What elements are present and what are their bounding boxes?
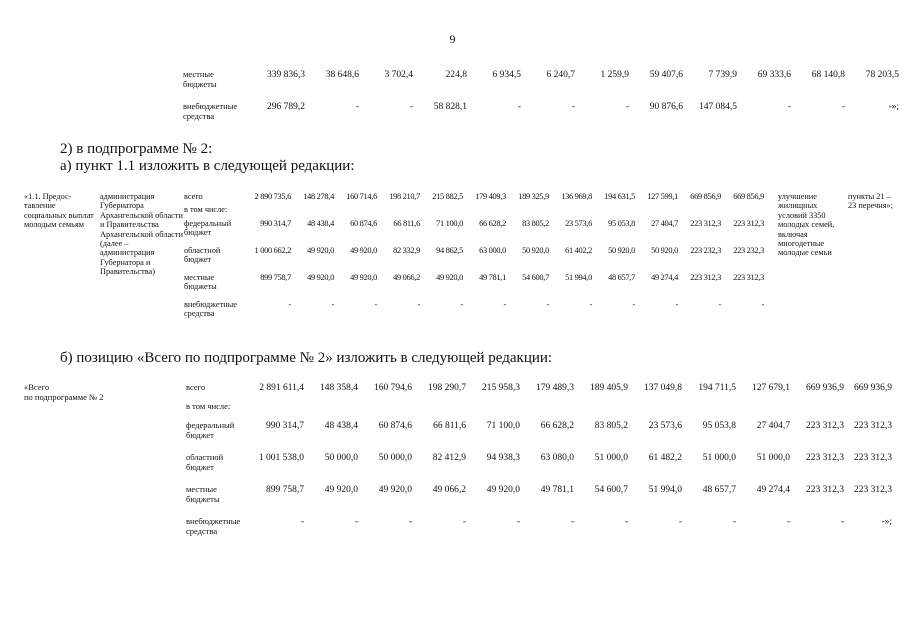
row-label-line: бюджет — [184, 255, 212, 265]
reference: пункты 21 – 23 перечня»; — [848, 192, 894, 211]
row-label — [184, 246, 248, 273]
value-cell: 90 876,6 — [649, 102, 683, 112]
value-cell: 49 920,0 — [324, 485, 358, 495]
value-cell: 223 312,3 — [854, 453, 892, 463]
value-cell: 137 049,8 — [644, 383, 682, 393]
value-cell: - — [840, 517, 844, 527]
value-cell: 49 920,0 — [378, 485, 412, 495]
row-label-line: федеральный — [184, 219, 232, 228]
value-cell — [466, 402, 520, 421]
value-cell: 198 290,7 — [428, 383, 466, 393]
value-cell: 49 920,0 — [307, 273, 334, 282]
value-cell: 49 066,2 — [393, 273, 420, 282]
value-cell: - — [408, 517, 412, 527]
value-cell: - — [546, 300, 549, 309]
value-cell: 990 314,7 — [266, 421, 304, 431]
value-cell — [628, 402, 682, 421]
value-cell: - — [718, 300, 721, 309]
row-label — [184, 205, 248, 219]
row-label — [186, 453, 250, 485]
table-row — [24, 192, 900, 205]
value-cell: 2 890 735,6 — [254, 192, 291, 201]
value-cell: 1 001 538,0 — [258, 453, 304, 463]
value-cell: 82 332,9 — [393, 246, 420, 255]
executor: администрация Губернатора Архангельской области и Правительства Архангельской области (далее – администрация Губернатора и Правительства) — [100, 192, 183, 277]
value-cell: - — [570, 517, 574, 527]
value-cell: 49 920,0 — [350, 246, 377, 255]
value-cell: 95 053,8 — [702, 421, 736, 431]
value-cell — [506, 205, 549, 219]
row-label-line: в том числе: — [186, 401, 231, 411]
value-cell: 223 312,3 — [806, 421, 844, 431]
value-cell — [678, 205, 721, 219]
value-cell: - — [516, 517, 520, 527]
value-cell: 51 994,0 — [565, 273, 592, 282]
value-cell: 194 631,5 — [604, 192, 635, 201]
value-cell: - — [632, 300, 635, 309]
value-cell: 51 000,0 — [756, 453, 790, 463]
row-label-line: бюджеты — [186, 493, 220, 504]
value-cell: - — [462, 517, 466, 527]
row-label-line: бюджеты — [184, 282, 217, 292]
value-cell — [248, 205, 291, 219]
row-label-line: средства — [186, 525, 218, 536]
value-cell: - — [841, 102, 845, 112]
value-cell: 51 000,0 — [594, 453, 628, 463]
value-cell: 148 358,4 — [320, 383, 358, 393]
value-cell: - — [354, 517, 358, 527]
value-cell — [736, 402, 790, 421]
page-number: 9 — [449, 32, 456, 46]
value-cell: 49 781,1 — [540, 485, 574, 495]
value-cell: 179 409,3 — [475, 192, 506, 201]
value-cell — [304, 402, 358, 421]
value-cell: - — [761, 300, 764, 309]
value-cell: 50 000,0 — [324, 453, 358, 463]
value-cell: - — [786, 517, 790, 527]
total-name — [24, 383, 186, 539]
row-label-line: бюджеты — [183, 78, 217, 89]
value-cell: 50 920,0 — [608, 246, 635, 255]
row-label — [186, 383, 250, 402]
value-cell — [358, 402, 412, 421]
value-cell: - — [624, 517, 628, 527]
value-cell: -»; — [888, 102, 899, 112]
value-cell: 189 405,9 — [590, 383, 628, 393]
value-cell: 223 312,3 — [733, 219, 764, 228]
table-row — [24, 383, 892, 402]
value-cell: 58 828,1 — [433, 102, 467, 112]
value-cell — [377, 205, 420, 219]
value-cell: - — [571, 102, 575, 112]
section-heading: б) позицию «Всего по подпрограмме № 2» изложить в следующей редакции: — [60, 350, 553, 366]
value-cell: 224,8 — [445, 70, 467, 80]
value-cell: 82 412,9 — [432, 453, 466, 463]
value-cell: 127 679,1 — [752, 383, 790, 393]
value-cell: 83 805,2 — [594, 421, 628, 431]
row-label-line: средства — [184, 309, 215, 319]
value-cell: - — [460, 300, 463, 309]
value-cell: 27 404,7 — [756, 421, 790, 431]
value-cell: 63 080,0 — [540, 453, 574, 463]
value-cell: - — [787, 102, 791, 112]
row-label — [184, 219, 248, 246]
value-cell — [682, 402, 736, 421]
value-cell: 1 000 662,2 — [254, 246, 291, 255]
value-cell: 27 404,7 — [651, 219, 678, 228]
value-cell: 7 739,9 — [708, 70, 737, 80]
value-cell: 94 938,3 — [486, 453, 520, 463]
row-label — [184, 300, 248, 322]
subprogram-total-table — [24, 383, 892, 539]
row-label-line: бюджет — [186, 461, 214, 472]
value-cell: 2 891 611,4 — [259, 383, 304, 393]
value-cell: - — [417, 300, 420, 309]
value-cell: 1 259,9 — [600, 70, 629, 80]
value-cell: 223 232,3 — [690, 246, 721, 255]
value-cell: 71 100,0 — [486, 421, 520, 431]
value-cell: - — [374, 300, 377, 309]
value-cell — [291, 205, 334, 219]
value-cell: 63 000,0 — [479, 246, 506, 255]
value-cell: 669 936,9 — [806, 383, 844, 393]
value-cell — [592, 205, 635, 219]
row-label-line: местные — [183, 69, 214, 79]
expected-result: улучшение жилищных условий 3350 молодых семей, включая многодетные молодые семьи — [778, 192, 835, 258]
value-cell: 69 333,6 — [757, 70, 791, 80]
total-name-line: «Всего — [24, 382, 50, 392]
value-cell: 669 856,9 — [733, 192, 764, 201]
item-name: «1.1. Предос-тавление социальных выплат молодым семьям — [24, 192, 94, 230]
row-label-line: средства — [183, 110, 215, 121]
value-cell: 66 811,6 — [393, 219, 420, 228]
row-label-line: федеральный — [186, 420, 235, 430]
value-cell: 49 781,1 — [479, 273, 506, 282]
value-cell: 23 573,6 — [565, 219, 592, 228]
value-cell — [549, 205, 592, 219]
value-cell: 899 758,7 — [260, 273, 291, 282]
value-cell — [844, 402, 892, 421]
row-label — [183, 102, 251, 122]
value-cell: 990 314,7 — [260, 219, 291, 228]
section-heading: а) пункт 1.1 изложить в следующей редакции: — [60, 158, 355, 174]
value-cell: 899 758,7 — [266, 485, 304, 495]
value-cell: 223 312,3 — [690, 219, 721, 228]
value-cell: 215 882,5 — [432, 192, 463, 201]
table-row — [183, 70, 899, 102]
row-label — [184, 192, 248, 205]
value-cell: - — [503, 300, 506, 309]
value-cell: 223 312,3 — [854, 485, 892, 495]
value-cell — [420, 205, 463, 219]
value-cell: 160 714,6 — [346, 192, 377, 201]
value-cell — [463, 205, 506, 219]
value-cell: 66 628,2 — [479, 219, 506, 228]
value-cell: - — [288, 300, 291, 309]
value-cell: 78 203,5 — [865, 70, 899, 80]
row-label-line: местные — [184, 273, 215, 282]
value-cell: 94 862,5 — [436, 246, 463, 255]
value-cell: - — [589, 300, 592, 309]
value-cell: 61 482,2 — [648, 453, 682, 463]
row-label — [184, 273, 248, 300]
value-cell: 61 402,2 — [565, 246, 592, 255]
row-label-line: всего — [186, 382, 206, 392]
value-cell: 296 789,2 — [267, 102, 305, 112]
row-label-line: внебюджетные — [184, 300, 237, 309]
value-cell: 48 438,4 — [307, 219, 334, 228]
total-name-line: по подпрограмме № 2 — [24, 391, 104, 402]
value-cell: - — [517, 102, 521, 112]
value-cell: - — [675, 300, 678, 309]
value-cell: 71 100,0 — [436, 219, 463, 228]
value-cell: - — [625, 102, 629, 112]
value-cell: 95 053,8 — [608, 219, 635, 228]
row-label — [186, 485, 250, 517]
row-label-line: местные — [186, 484, 217, 494]
value-cell: 136 969,8 — [561, 192, 592, 201]
value-cell: 48 438,4 — [324, 421, 358, 431]
value-cell: 23 573,6 — [648, 421, 682, 431]
value-cell: 38 648,6 — [325, 70, 359, 80]
row-label-line: бюджет — [184, 228, 212, 238]
value-cell: 127 599,1 — [647, 192, 678, 201]
value-cell: 68 140,8 — [811, 70, 845, 80]
row-label — [186, 402, 250, 421]
value-cell: 198 210,7 — [389, 192, 420, 201]
value-cell: 3 702,4 — [384, 70, 413, 80]
value-cell: 60 874,6 — [378, 421, 412, 431]
value-cell: 223 312,3 — [690, 273, 721, 282]
value-cell: 223 312,3 — [806, 485, 844, 495]
value-cell — [412, 402, 466, 421]
row-label-line: областной — [186, 452, 224, 462]
value-cell: 51 994,0 — [648, 485, 682, 495]
value-cell: - — [678, 517, 682, 527]
value-cell: 49 920,0 — [486, 485, 520, 495]
row-label — [186, 421, 250, 453]
value-cell: 339 836,3 — [267, 70, 305, 80]
value-cell: 49 920,0 — [307, 246, 334, 255]
value-cell: 50 920,0 — [522, 246, 549, 255]
value-cell: 60 874,6 — [350, 219, 377, 228]
row-label-line: областной — [184, 246, 221, 255]
continuation-table — [183, 70, 899, 122]
value-cell: 51 000,0 — [702, 453, 736, 463]
value-cell: 215 958,3 — [482, 383, 520, 393]
value-cell: 83 805,2 — [522, 219, 549, 228]
row-label-line: внебюджетные — [186, 516, 241, 526]
value-cell: 160 794,6 — [374, 383, 412, 393]
value-cell: 48 657,7 — [608, 273, 635, 282]
value-cell: 54 600,7 — [522, 273, 549, 282]
row-label-line: всего — [184, 192, 203, 201]
value-cell: - — [409, 102, 413, 112]
value-cell: 669 856,9 — [690, 192, 721, 201]
value-cell: - — [331, 300, 334, 309]
value-cell: 147 084,5 — [699, 102, 737, 112]
value-cell: 66 628,2 — [540, 421, 574, 431]
value-cell: - — [355, 102, 359, 112]
value-cell — [520, 402, 574, 421]
value-cell — [721, 205, 764, 219]
value-cell: 148 278,4 — [303, 192, 334, 201]
value-cell: 49 274,4 — [651, 273, 678, 282]
value-cell: 223 312,3 — [733, 273, 764, 282]
row-label-line: внебюджетные — [183, 101, 238, 111]
value-cell — [250, 402, 304, 421]
value-cell: 223 232,3 — [733, 246, 764, 255]
value-cell: 189 325,9 — [518, 192, 549, 201]
value-cell: - — [732, 517, 736, 527]
value-cell: 669 936,9 — [854, 383, 892, 393]
value-cell: 223 312,3 — [806, 453, 844, 463]
value-cell: 6 240,7 — [546, 70, 575, 80]
section-heading: 2) в подпрограмме № 2: — [60, 141, 213, 157]
row-label — [183, 70, 251, 102]
value-cell: -»; — [881, 517, 892, 527]
value-cell — [790, 402, 844, 421]
value-cell: 49 066,2 — [432, 485, 466, 495]
table-row — [183, 102, 899, 122]
value-cell — [574, 402, 628, 421]
value-cell: 49 920,0 — [350, 273, 377, 282]
value-cell: 223 312,3 — [854, 421, 892, 431]
value-cell — [635, 205, 678, 219]
value-cell: 6 934,5 — [492, 70, 521, 80]
value-cell — [334, 205, 377, 219]
value-cell: 49 274,4 — [756, 485, 790, 495]
value-cell: 66 811,6 — [433, 421, 466, 431]
value-cell: 59 407,6 — [649, 70, 683, 80]
value-cell: 50 000,0 — [378, 453, 412, 463]
row-label — [186, 517, 250, 539]
subprogram-item-table — [24, 192, 900, 322]
value-cell: 50 920,0 — [651, 246, 678, 255]
value-cell: 49 920,0 — [436, 273, 463, 282]
value-cell: - — [300, 517, 304, 527]
value-cell: 48 657,7 — [702, 485, 736, 495]
value-cell: 194 711,5 — [698, 383, 736, 393]
value-cell: 179 489,3 — [536, 383, 574, 393]
value-cell: 54 600,7 — [594, 485, 628, 495]
row-label-line: в том числе: — [184, 205, 228, 214]
row-label-line: бюджет — [186, 429, 214, 440]
